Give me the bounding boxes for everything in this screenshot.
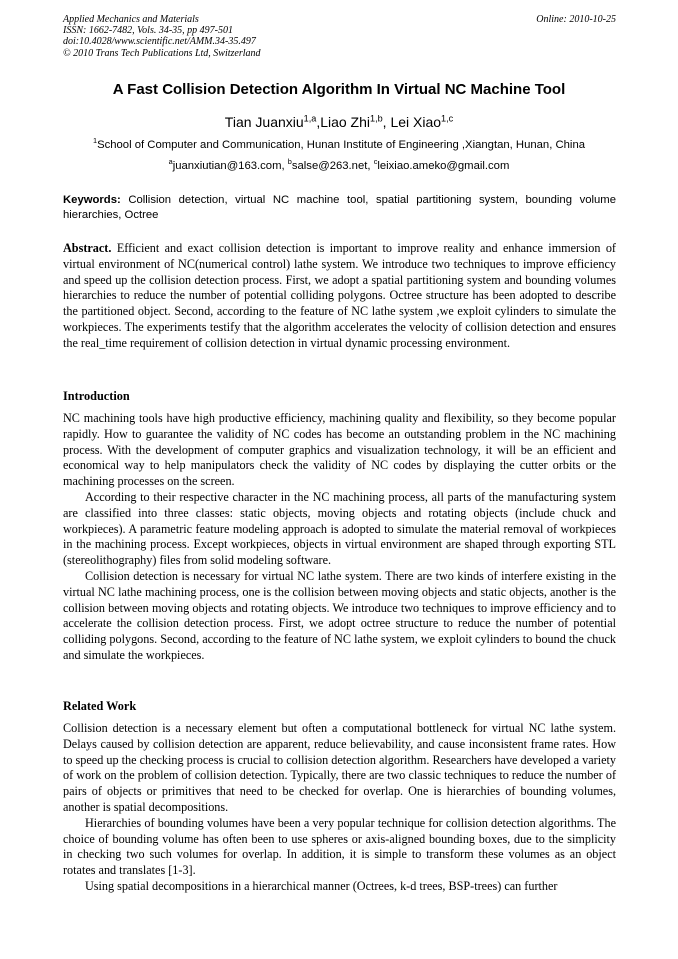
author-superscript: 1,b: [370, 113, 383, 124]
paragraph: Using spatial decompositions in a hierarchical manner (Octrees, k-d trees, BSP-trees) can further: [85, 878, 558, 893]
paragraph: Collision detection is necessary for virtual NC lathe system. There are two kinds of interfere existing in the virtual NC lathe machining process, one is the collision between moving objects and static objects, another is the collision between moving objects and rotating objects. We introduce two techniques to improve efficiency and to accelerate the collision detection process. First, we adopt octree structure to reduce the number of potential colliding polygons. Second, according to the feature of NC lathe system, we exploit cylinders to bound the chuck and simulate the workpieces.: [63, 568, 616, 662]
section-heading-related-work: Related Work: [63, 699, 137, 713]
email-superscript: c: [373, 157, 378, 167]
author-name: Tian Juanxiu: [224, 114, 304, 130]
abstract: [63, 241, 616, 352]
issn-line: ISSN: 1662-7482, Vols. 34-35, pp 497-501: [63, 25, 233, 37]
affiliation: [0, 136, 678, 151]
journal-header: [63, 14, 616, 59]
section-heading-introduction: Introduction: [63, 389, 130, 403]
author-superscript: 1,a: [303, 113, 317, 124]
abstract-label: Abstract.: [63, 241, 112, 255]
doi-line: doi:10.4028/www.scientific.net/AMM.34-35.497: [63, 36, 256, 48]
author-superscript: 1,c: [441, 113, 454, 124]
journal-name: Applied Mechanics and Materials: [63, 14, 199, 25]
keywords: [63, 193, 616, 222]
author-name: Lei Xiao: [390, 114, 442, 130]
affiliation-text: School of Computer and Communication, Hunan Institute of Engineering ,Xiangtan, Hunan, China: [97, 139, 586, 151]
paragraph: NC machining tools have high productive efficiency, machining quality and flexibility, so they become popular rapidly. How to guarantee the validity of NC codes has become an outstanding problem in the NC machining process. With the development of computer graphics and visualization technology, it will be an efficient and economical way to help manipulators check the validity of NC codes by displaying the cutter orbits or the machining processes on the screen.: [63, 411, 616, 489]
paper-title: A Fast Collision Detection Algorithm In Virtual NC Machine Tool: [112, 81, 566, 98]
keywords-label: Keywords:: [63, 194, 121, 206]
copyright-line: © 2010 Trans Tech Publications Ltd, Switzerland: [63, 47, 261, 59]
related-work-body: [63, 721, 616, 895]
abstract-text: Efficient and exact collision detection is important to improve reality and enhance immersion of virtual environment of NC(numerical control) lathe system. We introduce two techniques to improve efficiency and speed up the collision detection process. First, we adopt a spatial partitioning system and bounding volumes hierarchies to reduce the number of potential colliding polygons. Octree structure has been adopted to describe the partitioned object. Second, according to the feature of NC lathe system ,we exploit cylinders to simulate the workpieces. The experiments testify that the algorithm accelerates the velocity of collision detection and ensures the real_time requirement of collision detection in virtual dynamic processing environment.: [63, 241, 616, 350]
keywords-text: Collision detection, virtual NC machine tool, spatial partitioning system, bounding volume hierarchies, Octree: [63, 194, 616, 221]
introduction-body: [63, 411, 616, 664]
email-superscript: b: [287, 157, 292, 167]
author-list: Tian Juanxiu$^{1,a}$,Liao Zhi$^{1,b}$, Lei Xiao$^{1,c}$: [224, 113, 454, 130]
paragraph: According to their respective character in the NC machining process, all parts of the manufacturing system are classified into three classes: static objects, moving objects and rotating objects (include chuck and workpieces). A parametric feature modeling approach is adopted to simulate the material removal of workpieces in the machining process. Except workpieces, objects in virtual environment are shaped through exporting STL (stereolithography) files from solid modeling software.: [63, 489, 616, 568]
online-date: Online: 2010-10-25: [536, 14, 616, 25]
paragraph: Hierarchies of bounding volumes have been a very popular technique for collision detection algorithms. The choice of bounding volume has often been to use spheres or axis-aligned bounding boxes, due to the simplicity in checking two such volumes for overlap. In addition, it is simple to transform these volumes as an object rotates and translates [1-3].: [63, 815, 616, 878]
paragraph: Collision detection is a necessary element but often a computational bottleneck for virtual NC lathe system. Delays caused by collision detection are apparent, reduce believability, and cause inconsistent frame rates. How to speed up the checking process is crucial to collision detection algorithm. Researchers have developed a variety of work on the problem of collision detection. Typically, there are two classic techniques to reduce the number of pairs of objects or primitives that need to be checked for overlap. One is hierarchies of bounding volumes, another is spatial decompositions.: [63, 721, 616, 814]
email-list: $^a$juanxiutian@163.com, $^b$salse@263.net, $^c$leixiao.ameko@gmail.com: [168, 157, 510, 172]
email-address[interactable]: leixiao.ameko@gmail.com: [377, 160, 510, 172]
email-superscript: a: [168, 157, 173, 167]
affiliation-superscript: 1: [92, 136, 98, 146]
email-address[interactable]: salse@263.net: [291, 160, 368, 172]
email-address[interactable]: juanxiutian@163.com: [172, 160, 282, 172]
author-name: Liao Zhi: [320, 114, 371, 130]
